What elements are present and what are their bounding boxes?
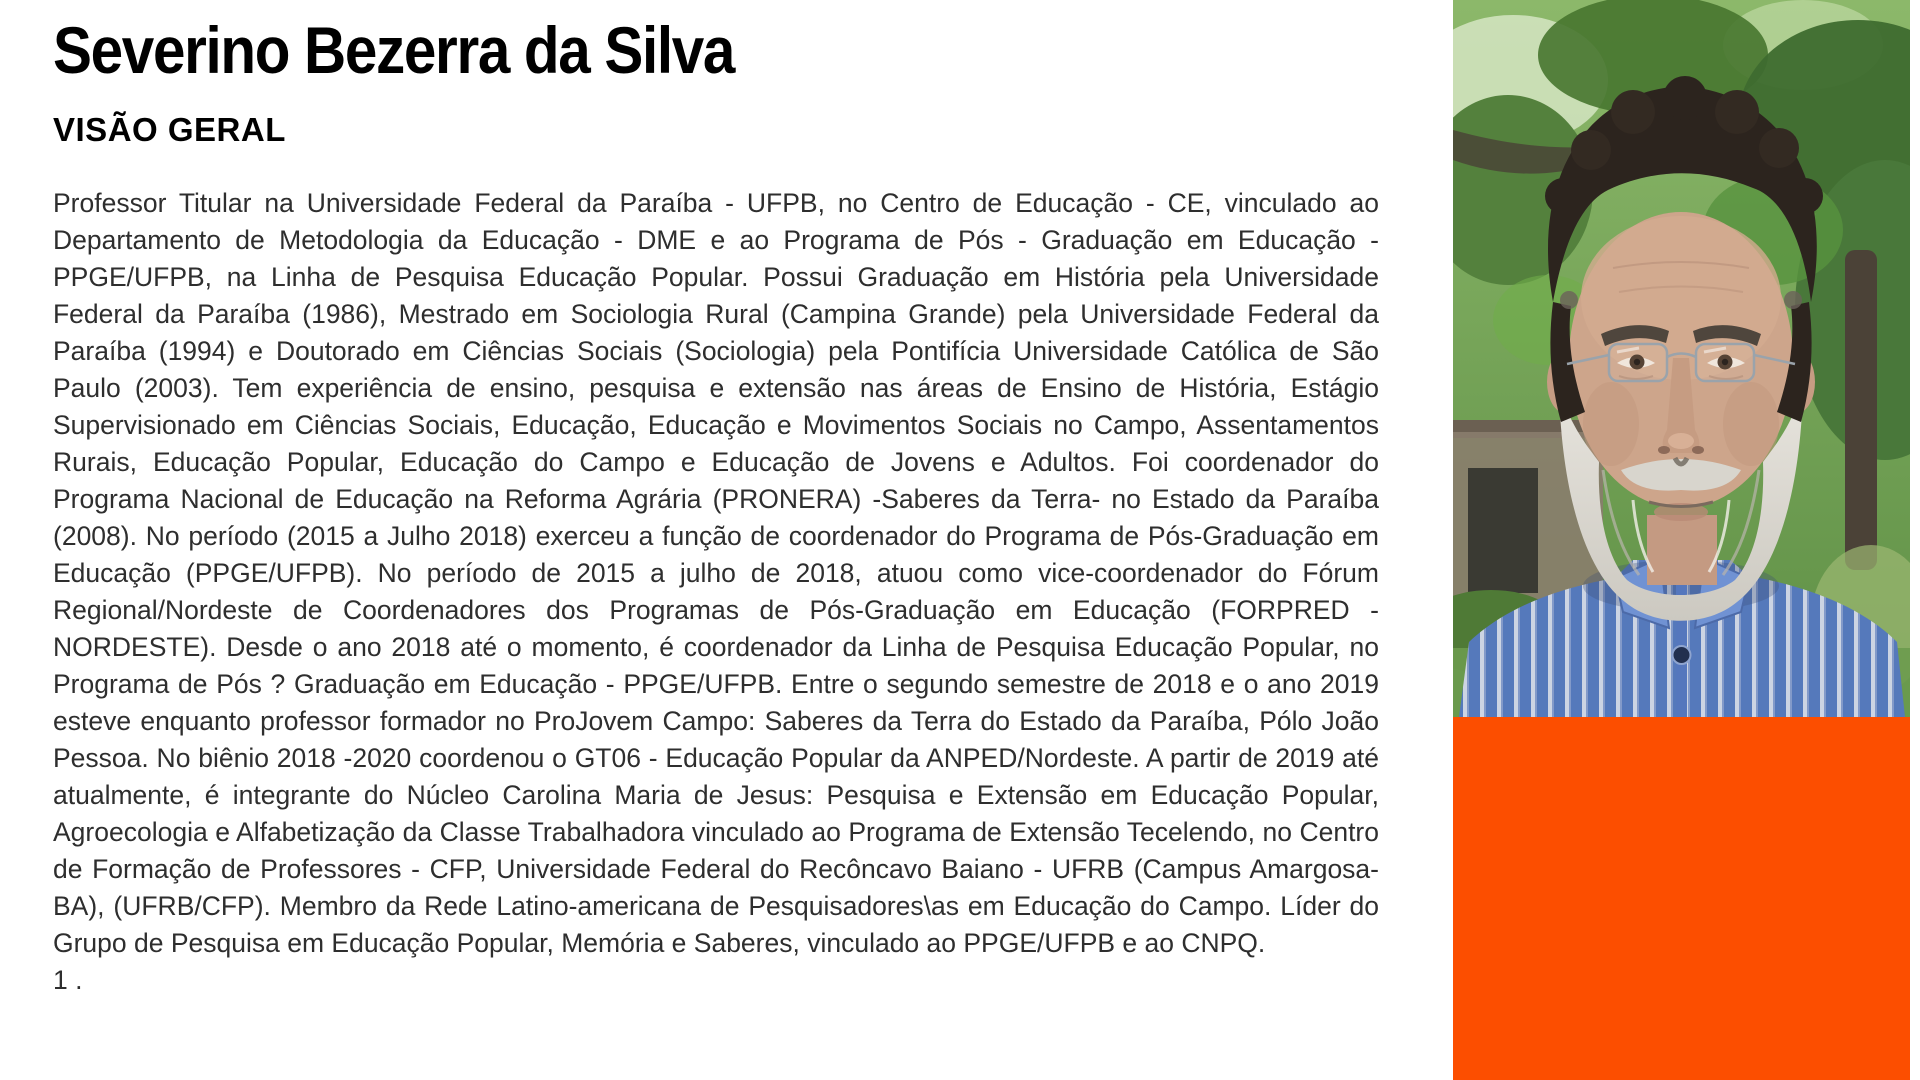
bio-paragraph: Professor Titular na Universidade Federal da Paraíba - UFPB, no Centro de Educação - CE, vinculado ao Departamento de Metodologia da Educação - DME e ao Programa de Pós - Graduação em Educação - PPGE/UFPB, na Linha de Pesquisa Educação Popular. Possui Graduação em História pela Universidade Federal da Paraíba (1986), Mestrado em Sociologia Rural (Campina Grande) pela Universidade Federal da Paraíba (1994) e Doutorado em Ciências Sociais (Sociologia) pela Pontifícia Universidade Católica de São Paulo (2003). Tem experiência de ensino, pesquisa e extensão nas áreas de Ensino de História, Estágio Supervisionado em Ciências Sociais, Educação, Educação e Movimentos Sociais no Campo, Assentamentos Rurais, Educação Popular, Educação do Campo e Educação de Jovens e Adultos. Foi coordenador do Programa Nacional de Educação na Reforma Agrária (PRONERA) -Saberes da Terra- no Estado da Paraíba (2008). No período (2015 a Julho 2018) exerceu a função de coordenador do Programa de Pós-Graduação em Educação (PPGE/UFPB). No período de 2015 a julho de 2018, atuou como vice-coordenador do Fórum Regional/Nordeste de Coordenadores dos Programas de Pós-Graduação em Educação (FORPRED - NORDESTE). Desde o ano 2018 até o momento, é coordenador da Linha de Pesquisa Educação Popular, no Programa de Pós ? Graduação em Educação - PPGE/UFPB. Entre o segundo semestre de 2018 e o ano 2019 esteve enquanto professor formador no ProJovem Campo: Saberes da Terra do Estado da Paraíba, Pólo João Pessoa. No biênio 2018 -2020 coordenou o GT06 - Educação Popular da ANPED/Nordeste. A partir de 2019 até atualmente, é integrante do Núcleo Carolina Maria de Jesus: Pesquisa e Extensão em Educação Popular, Agroecologia e Alfabetização da Classe Trabalhadora vinculado ao Programa de Extensão Tecelendo, no Centro de Formação de Professores - CFP, Universidade Federal do Recôncavo Baiano - UFRB (Campus Amargosa-BA), (UFRB/CFP). Membro da Rede Latino-americana de Pesquisadores\as em Educação do Campo. Líder do Grupo de Pesquisa em Educação Popular, Memória e Saberes, vinculado ao PPGE/UFPB e ao CNPQ. bbox=[53, 188, 1379, 959]
page-title: Severino Bezerra da Silva bbox=[53, 13, 735, 87]
right-column bbox=[1453, 0, 1910, 1080]
portrait-illustration bbox=[1453, 0, 1910, 717]
orange-block bbox=[1453, 717, 1910, 1080]
section-heading-visao-geral: VISÃO GERAL bbox=[53, 111, 286, 149]
profile-photo bbox=[1453, 0, 1910, 717]
profile-text-column bbox=[53, 0, 1379, 999]
footnote-marker: 1 . bbox=[53, 965, 83, 996]
